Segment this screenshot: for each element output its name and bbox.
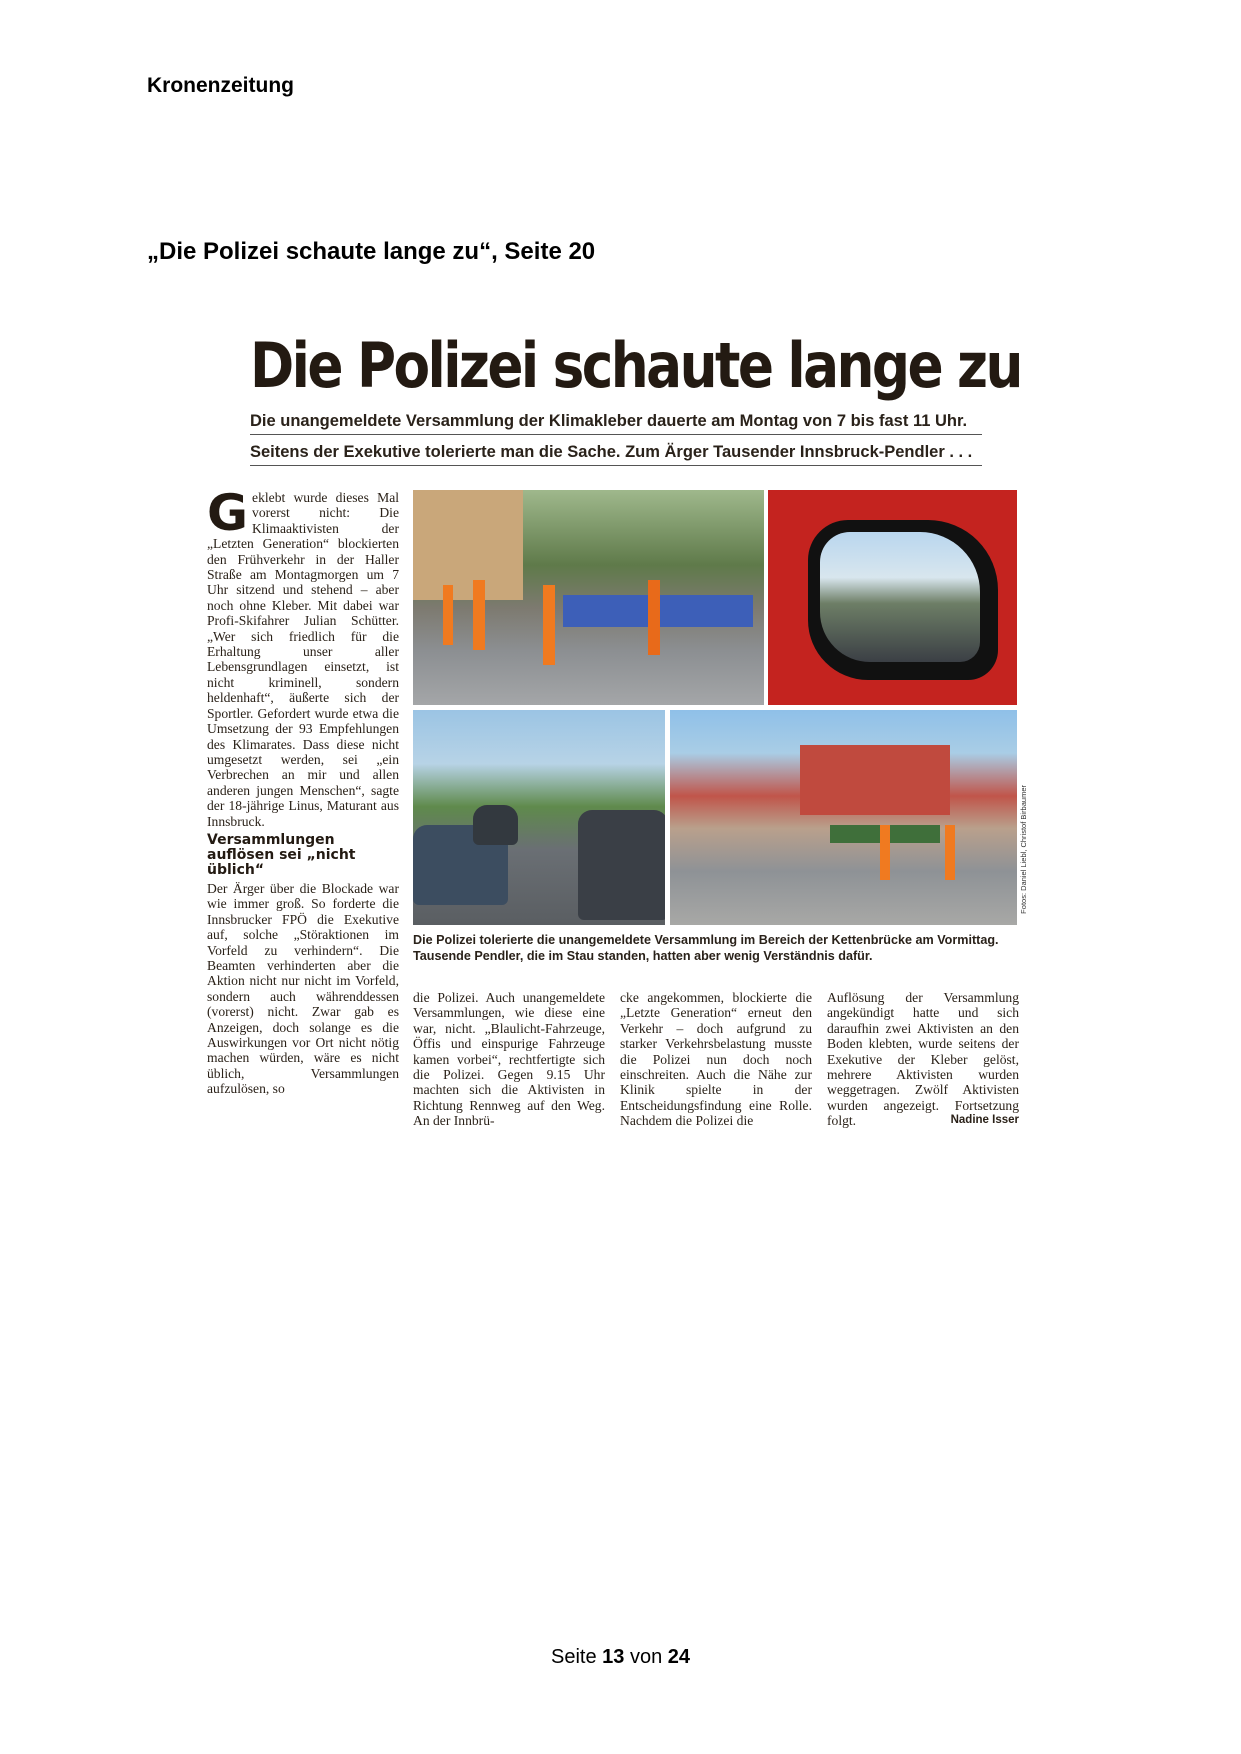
article-subhead: Versammlungen auflösen sei „nicht üblich“ (207, 831, 356, 878)
photo-car-mirror (768, 490, 1017, 705)
photo-traffic-jam (413, 710, 665, 925)
dropcap: G (207, 484, 249, 542)
article-column-2: die Polizei. Auch unangemeldete Versammlungen, wie diese eine war, nicht. „Blaulicht-Fahrzeuge, Öffis und einspurige Fahrzeuge kamen vorbei“, rechtfertigte sich die Polizei. Gegen 9.15 Uhr machten sich die Aktivisten in Richtung Rennweg auf den Weg. An der Innbrü- (413, 990, 605, 1129)
article-column-3: cke angekommen, blockierte die „Letzte Generation“ erneut den Verkehr – doch aufgrund zu starker Verkehrsbelastung musste die Polizei nun doch noch einschreiten. Auch die Nähe zur Klinik spielte in der Entscheidungsfindung eine Rolle. Nachdem die Polizei die (620, 990, 812, 1129)
article-subheadline-1: Die unangemeldete Versammlung der Klimakleber dauerte am Montag von 7 bis fast 11 Uhr. (250, 412, 982, 435)
page-middle: von (629, 1646, 663, 1668)
article-body-col4: Auflösung der Versammlung angekündigt hatte und sich daraufhin zwei Aktivisten an den Boden klebten, wurde seitens der Exekutive der Kleber gelöst, mehrere Aktivisten wurden weggetragen. Zwölf Aktivisten wurden angezeigt. Fortsetzung folgt. (827, 990, 1019, 1129)
article-column-4 (827, 990, 1019, 1129)
article-body-col1: Der Ärger über die Blockade war wie immer groß. So forderte die Innsbrucker FPÖ die Exekutive auf, solche „Störaktionen im Vorfeld zu verhindern“. Die Beamten verhinderten aber die Aktion nicht nur nicht im Vorfeld, sondern auch währenddessen (vorerst) nicht. Zwar gab es Anzeigen, doch solange es die Auswirkungen vor Ort nicht nötig machen würden, wäre es nicht üblich, Versammlungen aufzulösen, so (207, 880, 399, 1097)
article-column-1 (207, 484, 399, 1097)
current-page: 13 (602, 1646, 625, 1668)
photo-protest-street (413, 490, 764, 705)
total-pages: 24 (667, 1646, 691, 1668)
article-intro: eklebt wurde dieses Mal vorerst nicht: Die Klimaaktivisten der „Letzten Generation“ blockierten den Frühverkehr in der Haller Straße am Montagmorgen um 7 Uhr sitzend und stehend – aber noch ohne Kleber. Mit dabei war Profi-Skifahrer Julian Schütter. „Wer sich friedlich für die Erhaltung unser aller Lebensgrundlagen einsetzt, ist nicht kriminell, sondern heldenhaft“, äußerte sich der Sportler. Gefordert wurde etwa die Umsetzung der 93 Empfehlungen des Klimarates. Dass diese nicht umgesetzt werden, sei „ein Verbrechen an mir und allen anderen jungen Menschen“, sagte der 18-jährige Linus, Maturant aus Innsbruck. (207, 490, 399, 829)
photo-kettenbruecke-protest (670, 710, 1017, 925)
article-subheadline-2: Seitens der Exekutive tolerierte man die Sache. Zum Ärger Tausender Innsbruck-Pendler . . . (250, 443, 982, 466)
page-number (0, 1646, 1241, 1669)
article-reference: „Die Polizei schaute lange zu“, Seite 20 (147, 238, 596, 265)
article-headline: Die Polizei schaute lange zu (250, 329, 1021, 402)
photo-credit: Fotos: Daniel Liebl, Christof Birbaumer (1019, 785, 1028, 914)
photo-caption: Die Polizei tolerierte die unangemeldete Versammlung im Bereich der Kettenbrücke am Vormittag. Tausende Pendler, die im Stau standen, hatten aber wenig Verständnis dafür. (413, 933, 999, 963)
page-prefix: Seite (550, 1646, 597, 1668)
publication-name: Kronenzeitung (147, 74, 294, 97)
author-byline: Nadine Isser (950, 1114, 1019, 1127)
